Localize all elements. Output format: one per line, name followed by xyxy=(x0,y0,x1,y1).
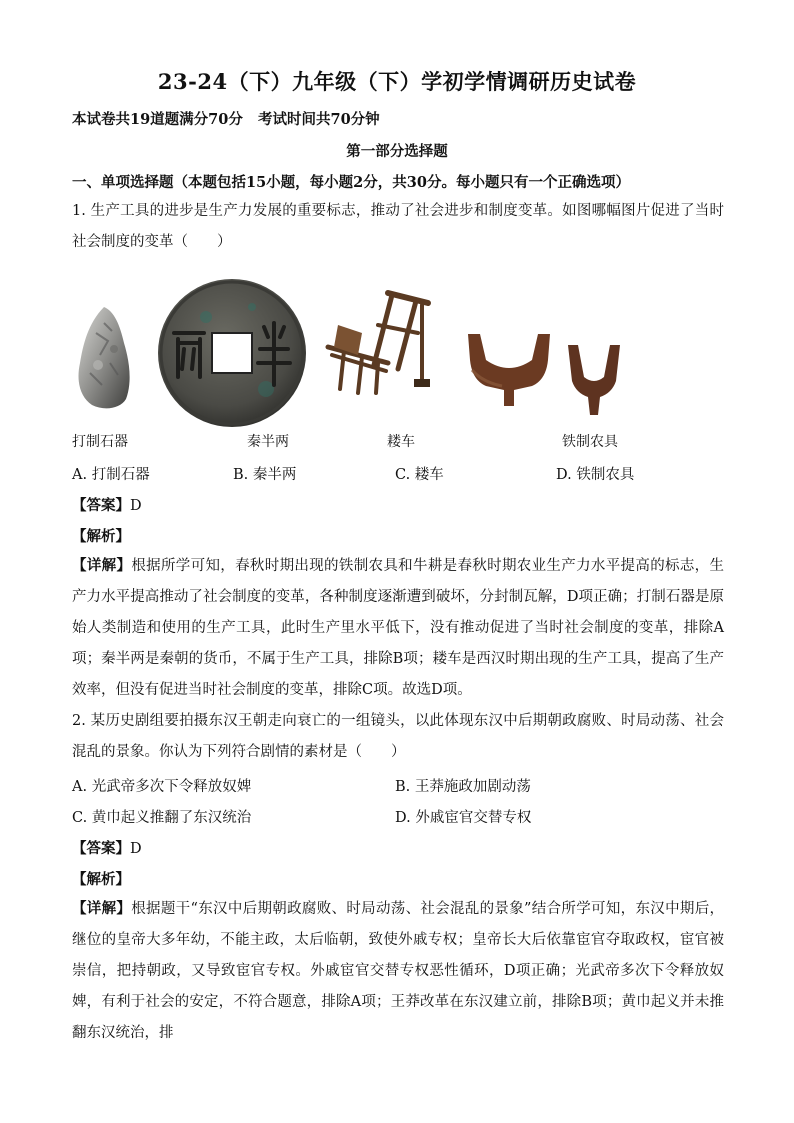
iron-tool-1-image xyxy=(462,320,556,408)
q2-detail xyxy=(72,893,724,1049)
q1-option-d: D. 铁制农具 xyxy=(556,467,635,483)
q2-option-c: C. 黄巾起义推翻了东汉统治 xyxy=(72,810,252,826)
answer-label: 【答案】 xyxy=(72,840,130,857)
iron-tool-2-image xyxy=(564,337,624,417)
q2-option-d: D. 外戚宦官交替专权 xyxy=(395,810,532,826)
q1-stem: 1. 生产工具的进步是生产力发展的重要标志，推动了社会进步和制度变革。如图哪幅图片促进了当时社会制度的变革（ ） xyxy=(72,203,724,250)
q2-stem: 2. 某历史剧组要拍摄东汉王朝走向衰亡的一组镜头，以此体现东汉中后期朝政腐败、时局动荡、社会混乱的景象。你认为下列符合剧情的素材是（ ） xyxy=(72,713,724,760)
qin-banliang-coin-image xyxy=(156,277,308,429)
section-heading: 一、单项选择题（本题包括15小题，每小题2分，共30分。每小题只有一个正确选项） xyxy=(72,174,630,191)
answer-value: D xyxy=(130,498,142,514)
exam-info: 本试卷共19道题满分70分 考试时间共70分钟 xyxy=(72,111,380,128)
q1-detail xyxy=(72,550,724,706)
detail-label: 【详解】 xyxy=(72,900,132,917)
detail-text: 根据所学可知，春秋时期出现的铁制农具和牛耕是春秋时期农业生产力水平提高的标志，生产力水平提高推动了社会制度的变革，各种制度逐渐遭到破坏，分封制瓦解，D项正确；打制石器是原始人类制造和使用的生产工具，此时生产里水平低下，没有推动促进了当时社会制度的变革，排除A项；秦半两是秦朝的货币，不属于生产工具，排除B项；耧车是西汉时期出现的生产工具，提高了生产效率，但没有促进当时社会制度的变革，排除C项。故选D项。 xyxy=(72,558,725,698)
louche-seed-drill-image xyxy=(318,285,436,405)
q2-analysis-label: 【解析】 xyxy=(72,871,130,888)
detail-label: 【详解】 xyxy=(72,557,132,574)
q1-option-b: B. 秦半两 xyxy=(233,467,297,483)
q2-answer xyxy=(72,837,142,858)
caption-stone-tool: 打制石器 xyxy=(72,434,128,450)
q1-option-c: C. 耧车 xyxy=(395,467,444,483)
q1-answer xyxy=(72,494,142,515)
answer-label: 【答案】 xyxy=(72,497,130,514)
caption-iron-tools: 铁制农具 xyxy=(562,434,618,450)
q2-option-a: A. 光武帝多次下令释放奴婢 xyxy=(72,779,252,795)
q2-option-b: B. 王莽施政加剧动荡 xyxy=(395,779,531,795)
answer-value: D xyxy=(130,841,142,857)
exam-title: 23-24（下）九年级（下）学初学情调研历史试卷 xyxy=(157,69,637,94)
detail-text: 根据题干“东汉中后期朝政腐败、时局动荡、社会混乱的景象”结合所学可知，东汉中期后，继位的皇帝大多年幼，不能主政，太后临朝，致使外戚专权；皇帝长大后依靠宦官夺取政权，宦官被崇信，把持朝政，又导致宦官专权。外戚宦官交替专权恶性循环，D项正确；光武帝多次下令释放奴婢，有利于社会的安定，不符合题意，排除A项；王莽改革在东汉建立前，排除B项；黄巾起义并未推翻东汉统治，排 xyxy=(72,901,725,1041)
part-heading: 第一部分选择题 xyxy=(346,143,448,160)
caption-coin: 秦半两 xyxy=(247,434,289,450)
caption-louche: 耧车 xyxy=(387,434,415,450)
stone-tool-image xyxy=(74,303,134,413)
q1-analysis-label: 【解析】 xyxy=(72,528,130,545)
q1-option-a: A. 打制石器 xyxy=(72,467,150,483)
